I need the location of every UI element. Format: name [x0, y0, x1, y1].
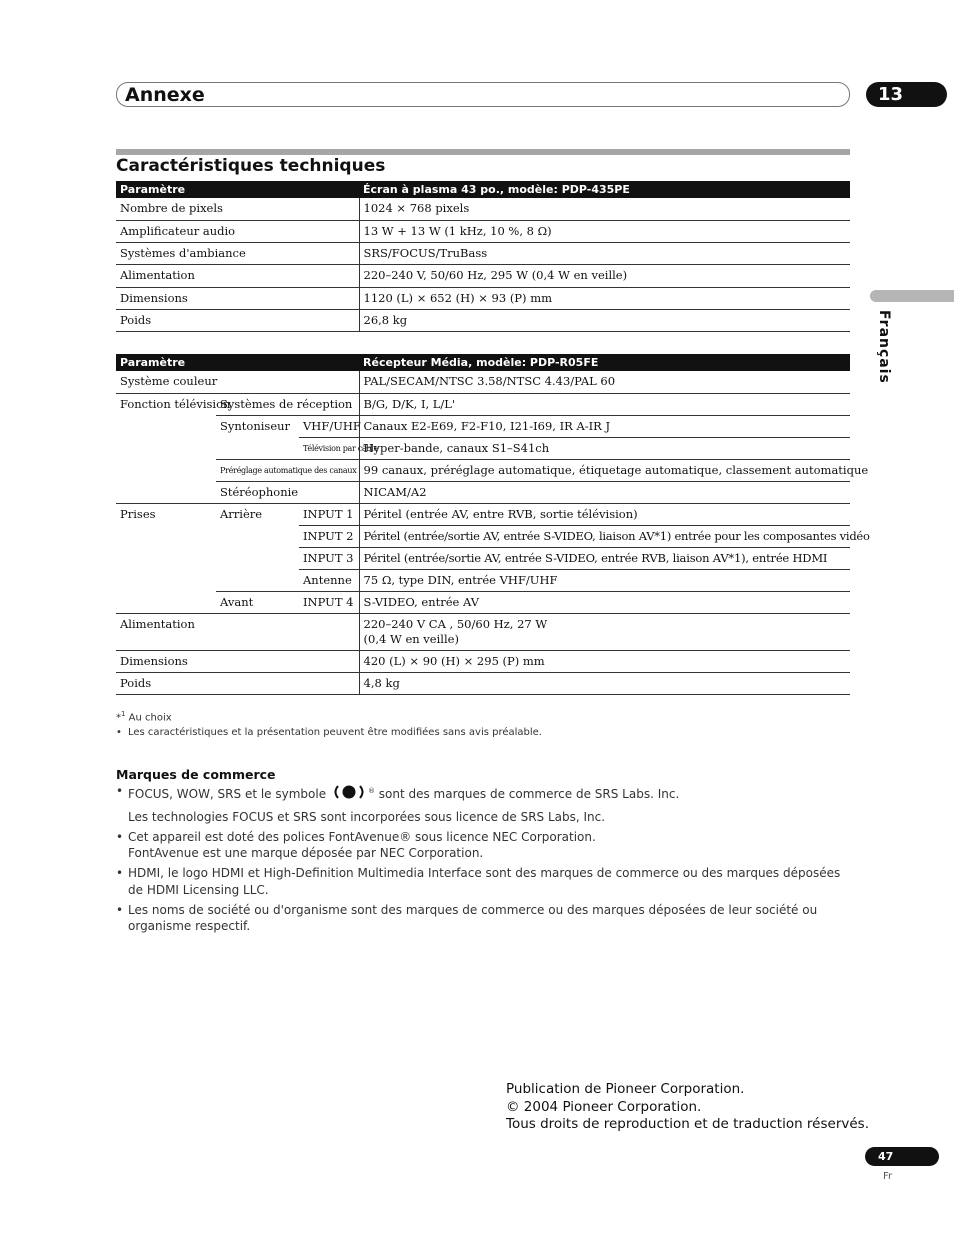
page-number-badge: 47 [865, 1147, 939, 1166]
footnote-sup: 1 [121, 710, 126, 718]
table-header-cell: Récepteur Média, modèle: PDP-R05FE [359, 354, 850, 371]
value-cell: PAL/SECAM/NTSC 3.58/NTSC 4.43/PAL 60 [359, 371, 850, 393]
publication-line: Tous droits de reproduction et de traduction réservés. [506, 1116, 869, 1132]
value-cell: 4,8 kg [359, 672, 850, 694]
trademark-text: sont des marques de commerce de SRS Labs. Inc. [378, 787, 680, 801]
trademarks-title: Marques de commerce [116, 767, 276, 782]
table-row [116, 591, 850, 613]
value-cell: 26,8 kg [359, 309, 850, 331]
publication-line: © 2004 Pioneer Corporation. [506, 1098, 702, 1115]
bullet-icon: • [116, 727, 122, 739]
footnote [116, 707, 542, 725]
list-item: • FOCUS, WOW, SRS et le symbole ® sont des marques de commerce de SRS Labs. Inc. Les technologies FOCUS et SRS sont incorporées sous licence de SRS Labs, Inc. [116, 783, 852, 825]
publication-line: Publication de Pioneer Corporation. [506, 1081, 745, 1097]
param-cell: INPUT 1 [299, 503, 359, 525]
param-cell: Dimensions [116, 650, 359, 672]
language-label: Français [876, 310, 892, 384]
param-cell: Arrière [216, 503, 299, 591]
value-cell: 1120 (L) × 652 (H) × 93 (P) mm [359, 287, 850, 309]
value-cell: 420 (L) × 90 (H) × 295 (P) mm [359, 650, 850, 672]
table-row [116, 613, 850, 650]
list-item [116, 865, 852, 898]
param-cell: Fonction télévision [116, 393, 216, 503]
param-cell: INPUT 2 [299, 525, 359, 547]
language-tab [870, 290, 954, 302]
value-cell [359, 613, 850, 650]
param-cell: Poids [116, 309, 359, 331]
bullet-icon: • [116, 902, 124, 917]
bullet-icon: • [116, 829, 124, 844]
note-bullet [116, 725, 542, 740]
value-line: (0,4 W en veille) [363, 631, 459, 646]
bullet-icon: • [116, 866, 124, 881]
param-cell: Systèmes d'ambiance [116, 243, 359, 265]
table-header-cell: Paramètre [116, 354, 359, 371]
param-cell: Poids [116, 672, 359, 694]
table-row [116, 198, 850, 220]
table-row [116, 265, 850, 287]
param-cell: VHF/UHF [299, 415, 359, 437]
list-item [116, 829, 852, 862]
value-cell: S-VIDEO, entrée AV [359, 591, 850, 613]
table-row [116, 243, 850, 265]
value-cell: SRS/FOCUS/TruBass [359, 243, 850, 265]
table-row [116, 287, 850, 309]
param-cell: Avant [216, 591, 299, 613]
page-language-code: Fr [883, 1171, 893, 1182]
footnote-text: Au choix [128, 712, 172, 724]
param-cell: Nombre de pixels [116, 198, 359, 220]
table-header-cell: Écran à plasma 43 po., modèle: PDP-435PE [359, 181, 850, 198]
table-row [116, 459, 850, 481]
bullet-icon: • [116, 784, 124, 798]
param-cell: Stéréophonie [216, 481, 359, 503]
value-cell: Péritel (entrée/sortie AV, entrée S-VIDEO, entrée RVB, liaison AV*1), entrée HDMI [359, 547, 850, 569]
param-cell: Syntoniseur [216, 415, 299, 459]
table-notes [116, 707, 542, 740]
value-cell: 1024 × 768 pixels [359, 198, 850, 220]
table-row [116, 503, 850, 525]
value-cell: Péritel (entrée AV, entre RVB, sortie télévision) [359, 503, 850, 525]
param-cell: Amplificateur audio [116, 220, 359, 242]
list-item [116, 902, 852, 935]
param-cell: Alimentation [116, 613, 359, 650]
chapter-number-badge: 13 [866, 82, 947, 107]
value-cell: NICAM/A2 [359, 481, 850, 503]
table-header-row [116, 354, 850, 371]
trademark-text: FOCUS, WOW, SRS et le symbole [128, 787, 327, 801]
value-cell: B/G, D/K, I, L/L' [359, 393, 850, 415]
publication-block [506, 1081, 869, 1134]
param-cell: Préréglage automatique des canaux [216, 459, 359, 481]
spec-table-plasma [116, 181, 850, 332]
table-row [116, 309, 850, 331]
table-row [116, 393, 850, 415]
value-cell: 220–240 V, 50/60 Hz, 295 W (0,4 W en veille) [359, 265, 850, 287]
trademarks-list [116, 783, 852, 938]
trademark-text: Les technologies FOCUS et SRS sont incorporées sous licence de SRS Labs, Inc. [128, 809, 606, 824]
table-header-cell: Paramètre [116, 181, 359, 198]
srs-logo-icon [332, 784, 366, 805]
table-row [116, 220, 850, 242]
table-row [116, 371, 850, 393]
param-cell: INPUT 4 [299, 591, 359, 613]
param-cell: Systèmes de réception [216, 393, 359, 415]
param-cell: Prises [116, 503, 216, 613]
section-title: Caractéristiques techniques [116, 156, 386, 176]
param-cell: Télévision par câble [299, 437, 359, 459]
param-cell: Antenne [299, 569, 359, 591]
chapter-title: Annexe [125, 84, 205, 106]
param-cell: INPUT 3 [299, 547, 359, 569]
table-row [116, 672, 850, 694]
note-text: Les caractéristiques et la présentation peuvent être modifiées sans avis préalable. [128, 727, 542, 739]
value-cell: Canaux E2-E69, F2-F10, I21-I69, IR A-IR J [359, 415, 850, 437]
spec-table-receiver [116, 354, 870, 695]
param-cell: Alimentation [116, 265, 359, 287]
value-cell: 99 canaux, préréglage automatique, étiquetage automatique, classement automatique [359, 459, 850, 481]
table-row [116, 650, 850, 672]
value-cell: Péritel (entrée/sortie AV, entrée S-VIDEO, liaison AV*1) entrée pour les composantes vidéo [359, 525, 850, 547]
trademark-text: FontAvenue est une marque déposée par NEC Corporation. [128, 846, 484, 861]
param-cell: Dimensions [116, 287, 359, 309]
value-cell: 13 W + 13 W (1 kHz, 10 %, 8 Ω) [359, 220, 850, 242]
trademark-text: Les noms de société ou d'organisme sont des marques de commerce ou des marques déposées de leur société ou organisme respectif. [128, 902, 818, 934]
param-cell: Système couleur [116, 371, 359, 393]
value-cell: Hyper-bande, canaux S1–S41ch [359, 437, 850, 459]
section-rule [116, 149, 850, 155]
trademark-text: Cet appareil est doté des polices FontAvenue® sous licence NEC Corporation. [128, 829, 596, 844]
value-cell: 75 Ω, type DIN, entrée VHF/UHF [359, 569, 850, 591]
table-header-row [116, 181, 850, 198]
footnote-mark: * [116, 712, 121, 724]
table-row [116, 415, 850, 437]
table-row [116, 481, 850, 503]
value-line: 220–240 V CA , 50/60 Hz, 27 W [363, 616, 548, 631]
chapter-header-bar [116, 82, 850, 107]
trademark-text: HDMI, le logo HDMI et High-Definition Multimedia Interface sont des marques de commerce ou des marques déposées de HDMI Licensing LLC. [128, 866, 841, 897]
